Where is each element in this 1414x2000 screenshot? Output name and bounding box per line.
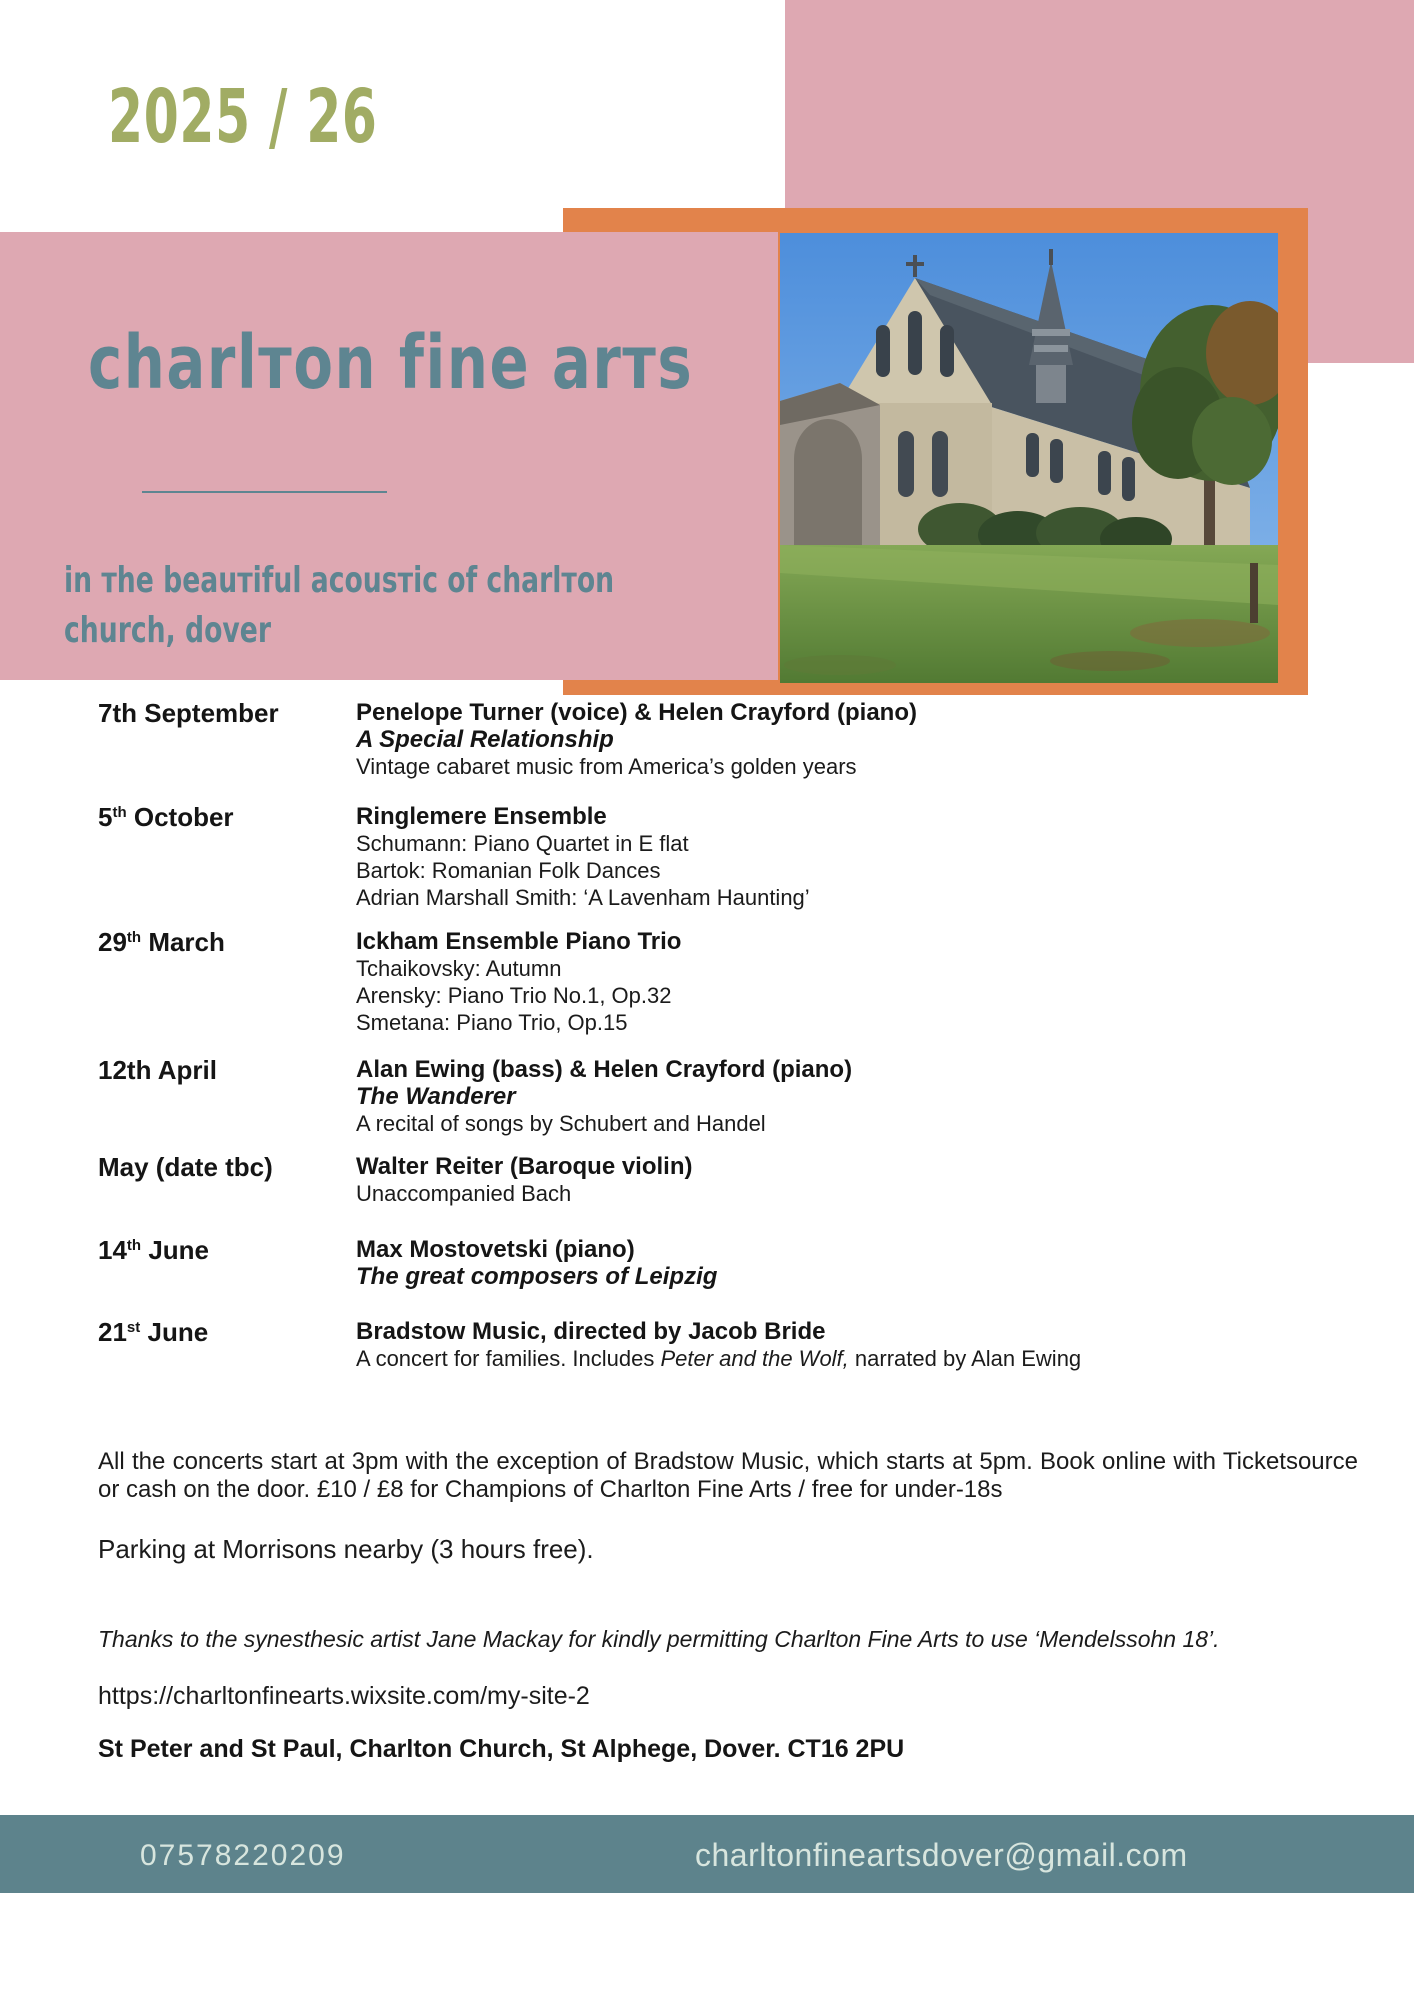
title-divider xyxy=(142,491,387,493)
concert-detail: A concert for families. Includes Peter and the Wolf, narrated by Alan Ewing xyxy=(356,1346,1082,1371)
concert-performers: Max Mostovetski (piano) xyxy=(356,1236,635,1263)
concert-description xyxy=(356,1318,1316,1372)
concert-date: 12th April xyxy=(98,1055,217,1085)
concert-performers: Ickham Ensemble Piano Trio xyxy=(356,928,682,955)
concert-detail: Schumann: Piano Quartet in E flat xyxy=(356,831,689,856)
booking-info-paragraph: All the concerts start at 3pm with the exception of Bradstow Music, which starts at 5pm. Book online with Ticketsource or cash on the door. £10 / £8 for Champions of Charlton Fine Arts / free for under-18s xyxy=(98,1448,1358,1503)
venue-address: St Peter and St Paul, Charlton Church, St Alphege, Dover. CT16 2PU xyxy=(98,1735,905,1763)
concert-performers: Ringlemere Ensemble xyxy=(356,803,607,830)
concert-detail: Bartok: Romanian Folk Dances xyxy=(356,858,661,883)
brand-subtitle-line2: church, dover xyxy=(64,610,271,651)
contact-phone[interactable]: 07578220209 xyxy=(140,1839,346,1872)
concert-programme-title: The Wanderer xyxy=(356,1083,516,1110)
concert-date: 14th June xyxy=(98,1235,210,1265)
concert-description xyxy=(356,803,1316,911)
concert-performers: Bradstow Music, directed by Jacob Bride xyxy=(356,1318,826,1345)
concert-detail: Adrian Marshall Smith: ‘A Lavenham Haunting’ xyxy=(356,885,810,910)
season-heading: 2025 / 26 xyxy=(108,74,378,160)
brand-title: charlтon fine arтs xyxy=(88,320,694,406)
concert-programme-title: A Special Relationship xyxy=(356,726,614,753)
church-photo-art xyxy=(780,233,1278,683)
concert-programme-title: The great composers of Leipzig xyxy=(356,1263,718,1290)
concert-date: 5th October xyxy=(98,802,234,832)
church-photo xyxy=(780,233,1278,683)
concert-performers: Walter Reiter (Baroque violin) xyxy=(356,1153,693,1180)
concert-performers: Alan Ewing (bass) & Helen Crayford (piano) xyxy=(356,1056,853,1083)
concert-detail: A recital of songs by Schubert and Handel xyxy=(356,1111,766,1136)
concert-performers: Penelope Turner (voice) & Helen Crayford (piano) xyxy=(356,699,917,726)
parking-info: Parking at Morrisons nearby (3 hours free). xyxy=(98,1534,594,1564)
concert-date: 7th September xyxy=(98,698,279,728)
brand-subtitle xyxy=(64,556,614,656)
concert-detail: Smetana: Piano Trio, Op.15 xyxy=(356,1010,628,1035)
concert-date: 21st June xyxy=(98,1317,209,1347)
artist-credit: Thanks to the synesthesic artist Jane Mackay for kindly permitting Charlton Fine Arts to use ‘Mendelssohn 18’. xyxy=(98,1626,1220,1652)
concert-date: May (date tbc) xyxy=(98,1152,273,1182)
concert-description xyxy=(356,699,1316,780)
concert-detail: Vintage cabaret music from America’s golden years xyxy=(356,754,857,779)
concert-description xyxy=(356,1153,1316,1207)
concert-detail: Arensky: Piano Trio No.1, Op.32 xyxy=(356,983,672,1008)
concert-description xyxy=(356,1056,1316,1137)
concert-detail: Tchaikovsky: Autumn xyxy=(356,956,562,981)
concert-description xyxy=(356,928,1316,1036)
website-link[interactable]: https://charltonfinearts.wixsite.com/my-site-2 xyxy=(98,1682,590,1710)
concert-description xyxy=(356,1236,1316,1290)
brand-subtitle-line1: in тhe beauтiful acousтic of charlтon xyxy=(64,560,615,601)
concert-detail: Unaccompanied Bach xyxy=(356,1181,572,1206)
concert-date: 29th March xyxy=(98,927,225,957)
contact-email[interactable]: charltonfineartsdover@gmail.com xyxy=(695,1837,1188,1873)
